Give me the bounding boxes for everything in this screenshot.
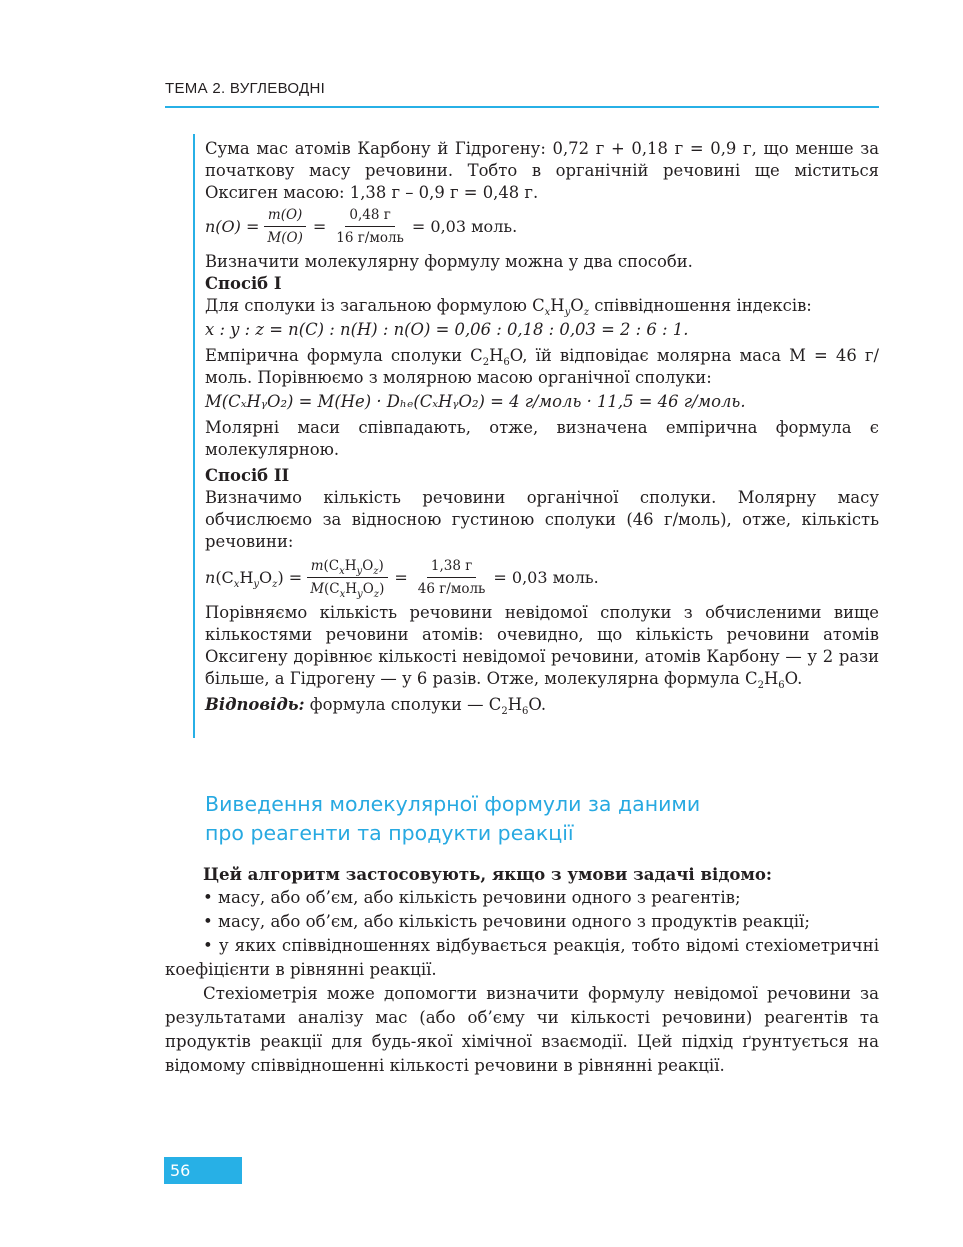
method1-empirical-text-b: O, їй відповідає молярна маса bbox=[509, 346, 782, 365]
method1-empirical: Емпірична формула сполуки $C_2H_6O$, їй відповідає молярна маса M = 46 г/моль. Порівнюємо з молярною масою органічної сполуки: bbox=[205, 346, 879, 387]
eq1-result: = 0,03 моль. bbox=[411, 216, 518, 236]
method1-empirical-text-c: M = 46 г/моль. Порівнюємо з молярною масою органічної сполуки: bbox=[205, 346, 879, 387]
eq1-frac2-numerator: 0,48 г bbox=[345, 206, 394, 227]
method1-molar-mass-equation: M(CₓHᵧO₂) = M(He) · Dₕₑ(CₓHᵧO₂) = 4 г/моль · 11,5 = 46 г/моль. bbox=[205, 392, 746, 411]
eq1-fraction-symbolic bbox=[263, 206, 306, 247]
eq1-fraction-numeric bbox=[332, 206, 408, 247]
stoichiometry-paragraph: Стехіометрія може допомогти визначити формулу невідомої речовини за результатами аналізу мас (або об’єму чи кількості речовини) реагентів та продуктів реакції для будь-якої хімічної взаємодії. Цей підхід ґрунтується на відомому співвідношенні кількості речовини в рівнянні реакції. bbox=[165, 984, 879, 1075]
method1-empirical-text-a: Емпірична формула сполуки C bbox=[205, 346, 483, 365]
answer-label: Відповідь: bbox=[205, 695, 305, 714]
method1-general-formula-text-b: співвідношення індексів: bbox=[594, 296, 812, 315]
eq2-fraction-symbolic bbox=[306, 557, 388, 598]
eq2-lhs: $n(C_xH_yO_z)$ = bbox=[205, 567, 303, 590]
answer-text: формула сполуки — C bbox=[309, 695, 502, 714]
eq1-frac1-numerator: m(O) bbox=[264, 206, 306, 227]
eq2-frac2-denominator: 46 г/моль bbox=[417, 581, 486, 597]
mass-sum-paragraph: Сума мас атомів Карбону й Гідрогену: 0,72 г + 0,18 г = 0,9 г, що менше за початкову масу речовини. Тобто в органічній речовині ще міститься Оксиген масою: 1,38 г – 0,9 г = 0,48 г. bbox=[205, 139, 879, 202]
method1-index-ratio: x : y : z = n(C) : n(H) : n(O) = 0,06 : 0,18 : 0,03 = 2 : 6 : 1. bbox=[205, 320, 689, 339]
eq1-equals: = bbox=[312, 216, 327, 236]
oxygen-moles-equation bbox=[205, 206, 879, 247]
body-text bbox=[165, 862, 879, 1078]
eq1-frac2-denominator: 16 г/моль bbox=[336, 230, 404, 246]
bullet-ratio: • у яких співвідношеннях відбувається реакція, тобто відомі стехіометричні коефіцієнти в рівнянні реакції. bbox=[165, 936, 879, 979]
bullet-reagent: • масу, або об’єм, або кількість речовини одного з реагентів; bbox=[203, 888, 741, 907]
eq2-frac1-denominator: $M(C_xH_yO_z)$ bbox=[310, 581, 385, 600]
section-heading bbox=[205, 790, 805, 848]
method1-general-formula-text-a: Для сполуки із загальною формулою C bbox=[205, 296, 545, 315]
method2-comparison-text: Порівняємо кількість речовини невідомої сполуки з обчисленими вище кількостями речовини атомів: очевидно, що кількість речовини атомів Оксигену дорівнює кількості невідомої речовини, атомів Карбону — у 2 рази більше, а Гідрогену — у 6 разів. Отже, молекулярна формула C bbox=[205, 603, 879, 688]
page-header-title: ТЕМА 2. ВУГЛЕВОДНІ bbox=[165, 80, 326, 97]
method2-title: Спосіб ІІ bbox=[205, 466, 290, 485]
method1-title: Спосіб І bbox=[205, 274, 282, 293]
solution-block bbox=[205, 138, 879, 716]
method1-conclusion: Молярні маси співпадають, отже, визначена емпірична формула є молекулярною. bbox=[205, 418, 879, 459]
compound-moles-equation bbox=[205, 557, 879, 598]
algorithm-lead: Цей алгоритм застосовують, якщо з умови задачі відомо: bbox=[203, 864, 773, 884]
two-methods-sentence: Визначити молекулярну формулу можна у два способи. bbox=[205, 252, 693, 271]
page-number: 56 bbox=[164, 1157, 242, 1184]
section-heading-line2: про реагенти та продукти реакції bbox=[205, 821, 574, 845]
answer-line: Відповідь: формула сполуки — $C_2H_6O$. bbox=[205, 695, 547, 717]
eq2-fraction-numeric bbox=[414, 557, 490, 598]
eq2-result: = 0,03 моль. bbox=[493, 567, 599, 587]
eq2-equals: = bbox=[394, 567, 408, 587]
eq2-frac2-numerator: 1,38 г bbox=[427, 557, 476, 578]
method1-general-formula: Для сполуки із загальною формулою $C_xH_yO_z$ співвідношення індексів: bbox=[205, 296, 812, 318]
method2-comparison: Порівняємо кількість речовини невідомої сполуки з обчисленими вище кількостями речовини атомів: очевидно, що кількість речовини атомів Оксигену дорівнює кількості невідомої речовини, атомів Карбону — у 2 рази більше, а Гідрогену — у 6 разів. Отже, молекулярна формула $C_2H_6O$. bbox=[205, 603, 879, 691]
eq2-frac1-numerator: $m(C_xH_yO_z)$ bbox=[307, 557, 388, 578]
method2-intro: Визначимо кількість речовини органічної сполуки. Молярну масу обчислюємо за відносною густиною сполуки (46 г/моль), отже, кількість речовини: bbox=[205, 488, 879, 551]
bullet-product: • масу, або об’єм, або кількість речовини одного з продуктів реакції; bbox=[203, 912, 810, 931]
section-heading-line1: Виведення молекулярної формули за даними bbox=[205, 792, 701, 816]
eq1-frac1-denominator: M(O) bbox=[267, 230, 303, 246]
header-rule bbox=[165, 106, 879, 108]
eq1-lhs: n(O) = bbox=[205, 216, 260, 236]
